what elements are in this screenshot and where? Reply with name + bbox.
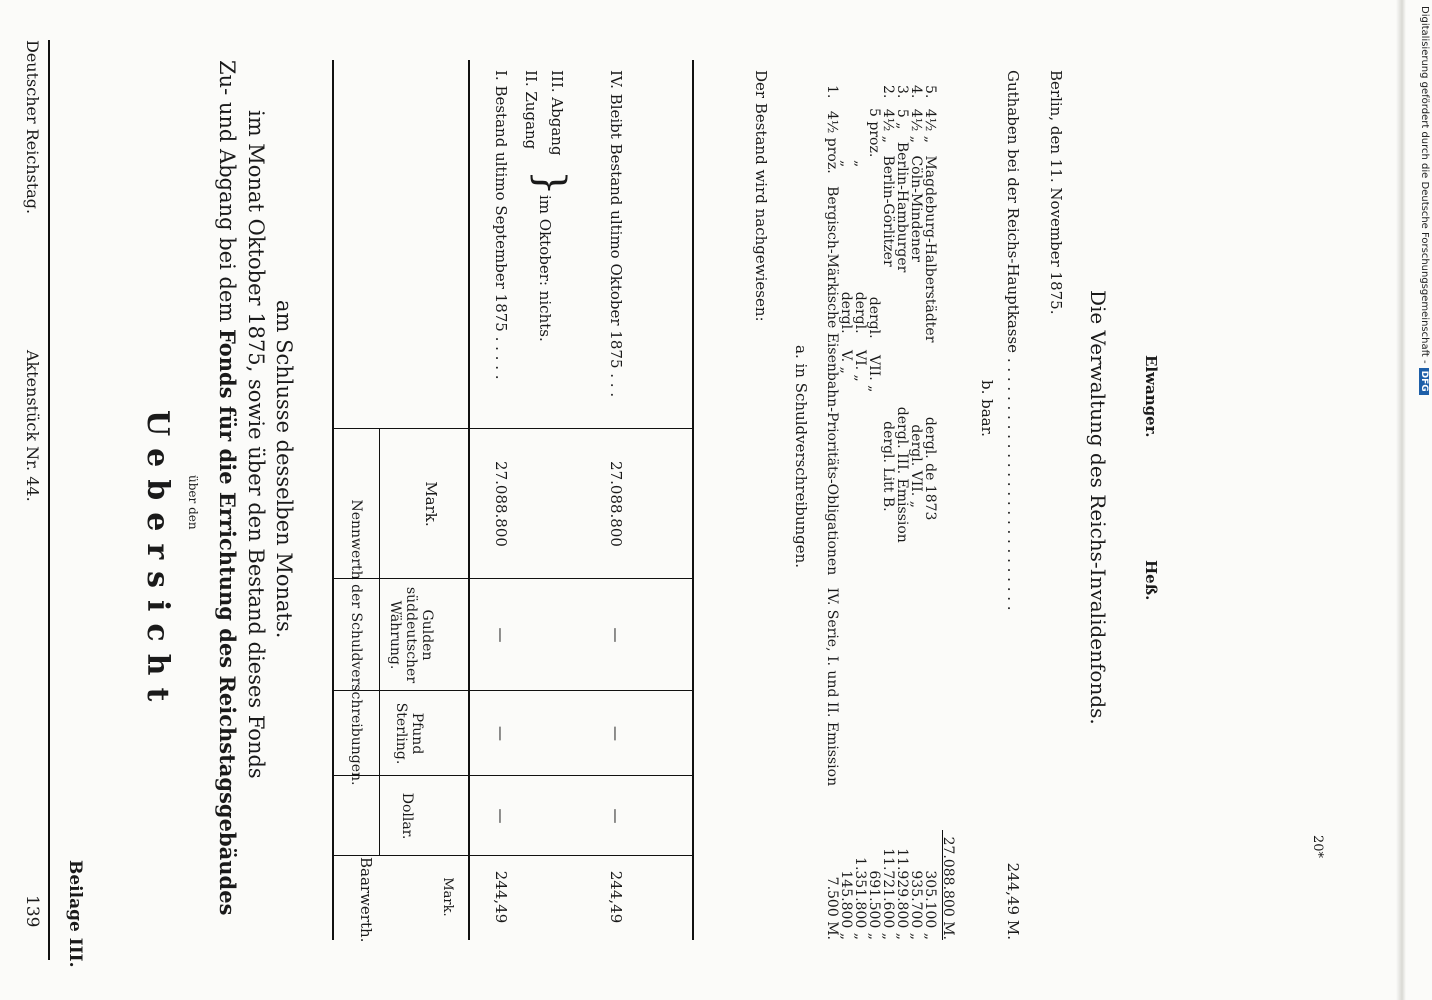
item-name: Cöln-Mindener — [908, 155, 924, 262]
item-series: dergl. VII. „ — [908, 424, 924, 508]
item-name: dergl. — [866, 296, 882, 339]
item-rate: „ — [838, 160, 854, 168]
footer-mark: 20* — [1310, 835, 1325, 859]
item-rate: 4½ „ — [922, 108, 938, 143]
item-rate: 5 proz. — [866, 108, 882, 158]
item-name: Bergisch-Märkische Eisenbahn-Prioritäts-Obligationen — [824, 186, 840, 576]
row-brace: } — [527, 170, 573, 196]
row-4-gulden: — — [607, 627, 625, 643]
signature-2: Heß. — [1142, 560, 1160, 601]
item-rate: 4½ „ — [880, 108, 896, 143]
item-value: 691.500 „ — [866, 870, 882, 940]
item-num: 3. — [894, 85, 910, 99]
credit-text: Digitalisierung gefördert durch die Deutsche Forschungsgemeinschaft - — [1419, 6, 1430, 364]
nachweis-total: 27.088.800 M. — [940, 836, 956, 940]
item-rate: „ — [852, 160, 868, 168]
item-value: 11.721.600 „ — [880, 848, 896, 940]
item-series: IV. Serie, I. und II. Emission — [824, 587, 840, 787]
col-divider-3 — [334, 690, 694, 691]
item-name: dergl. — [838, 291, 854, 334]
row-1-baar: 244,49 — [492, 870, 510, 924]
row-1-label: I. Bestand ultimo September 1875 . . . . . — [492, 70, 510, 380]
title-line1-pre: Zu- und Abgang bei dem — [215, 60, 239, 329]
page-number: 139 — [22, 895, 42, 928]
item-name: Berlin-Görlitzer — [880, 155, 896, 267]
row-1-gulden: — — [492, 627, 510, 643]
item-value: 1.351.800 „ — [852, 857, 868, 940]
col-pfund-header: Pfund Sterling. — [393, 702, 425, 765]
item-num: 2. — [880, 85, 896, 99]
row-4-label: IV. Bleibt Bestand ultimo Oktober 1875 . . . — [607, 70, 625, 398]
item-series: dergl. III. Emission — [894, 406, 910, 543]
col-baar-unit: Mark. — [440, 877, 455, 917]
place-date: Berlin, den 11. November 1875. — [1047, 70, 1065, 315]
item-value: 935.700 „ — [908, 870, 924, 940]
section-b-heading: b. baar. — [978, 380, 996, 437]
table-bottom-rule — [468, 60, 470, 940]
item-name: dergl. — [852, 291, 868, 334]
col-mark-header: Mark. — [422, 481, 440, 527]
item-value: 7.500 M. — [824, 876, 840, 940]
row-4-pfund: — — [607, 726, 625, 741]
group-header: Nennwerth der Schuldverschreibungen. — [348, 499, 364, 786]
item-series: V. „ — [838, 350, 854, 374]
header-left: Deutscher Reichstag. — [23, 40, 42, 215]
authority-line: Die Verwaltung des Reichs-Invalidenfonds. — [1086, 290, 1110, 725]
item-rate: 4½ „ — [908, 108, 924, 143]
dfg-logo: DFG — [1419, 368, 1429, 395]
title-line2: im Monat Oktober 1875, sowie über den Bestand dieses Fonds — [244, 110, 268, 779]
row-1-pfund: — — [492, 726, 510, 741]
credit-strip — [1412, 6, 1432, 406]
row-2-label: II. Zugang — [522, 70, 540, 150]
nachweis-intro: Der Bestand wird nachgewiesen: — [752, 70, 770, 322]
table-top-rule — [332, 60, 334, 940]
item-value: 145.800 „ — [838, 870, 854, 940]
header-center: Aktenstück Nr. 44. — [23, 350, 42, 502]
item-name: Berlin-Hamburger — [894, 141, 910, 273]
row-4-mark: 27.088.800 — [607, 461, 625, 547]
row-brace-text: im Oktober: nichts. — [536, 195, 554, 342]
table-mid-rule — [692, 60, 694, 940]
credit-text-wrap — [1419, 6, 1430, 395]
item-num: 1. — [824, 85, 840, 99]
item-series: VI. „ — [852, 350, 868, 382]
col-dollar-header: Dollar. — [399, 792, 415, 840]
item-num: 5. — [922, 85, 938, 99]
col-baar-header: Baarwerth. — [357, 857, 375, 943]
title-ueber-den: über den — [186, 475, 200, 530]
title-line3: am Schlusse desselben Monats. — [272, 300, 296, 639]
item-rate: 4½ proz. — [824, 110, 840, 174]
guthaben-label: Guthaben bei der Reichs-Hauptkasse . . . . . . . . . . . . . . . . . . . . . . . . . . . — [1004, 70, 1022, 611]
guthaben-value: 244,49 M. — [1004, 862, 1022, 940]
item-series: dergl. de 1873 — [922, 416, 938, 521]
item-rate: 5 „ — [894, 108, 910, 130]
row-4-baar: 244,49 — [607, 870, 625, 924]
row-4-dollar: — — [607, 808, 625, 824]
item-name: Magdeburg-Halberstädter — [922, 155, 938, 343]
item-value: 11.929.800 „ — [894, 848, 910, 940]
signature-1: Elwanger. — [1142, 355, 1160, 438]
list-item — [922, 85, 938, 520]
doc-title: Uebersicht — [140, 410, 175, 714]
item-value: 305.100 „ — [922, 870, 938, 940]
row-1-mark: 27.088.800 — [492, 461, 510, 547]
row-1-dollar: — — [492, 808, 510, 824]
item-series: dergl. Litt B. — [880, 421, 896, 512]
row-3-label: III. Abgang — [548, 70, 566, 156]
col-divider-1 — [334, 428, 694, 429]
item-series: VII. „ — [866, 355, 882, 393]
beilage-label: Beilage III. — [65, 860, 85, 968]
title-line1-bold: Fonds für die Errichtung des Reichstagsgebäudes — [215, 329, 240, 916]
col-divider-2 — [334, 578, 694, 579]
col-gulden-header: Gulden süddeutscher Währung. — [387, 586, 435, 684]
title-line1 — [215, 60, 240, 915]
group-header-rule — [379, 428, 380, 856]
col-divider-5 — [334, 855, 694, 856]
header-rule — [48, 40, 50, 960]
col-divider-4 — [334, 775, 694, 776]
item-num: 4. — [908, 85, 924, 99]
section-a-heading: a. in Schuldverschreibungen. — [792, 345, 810, 569]
